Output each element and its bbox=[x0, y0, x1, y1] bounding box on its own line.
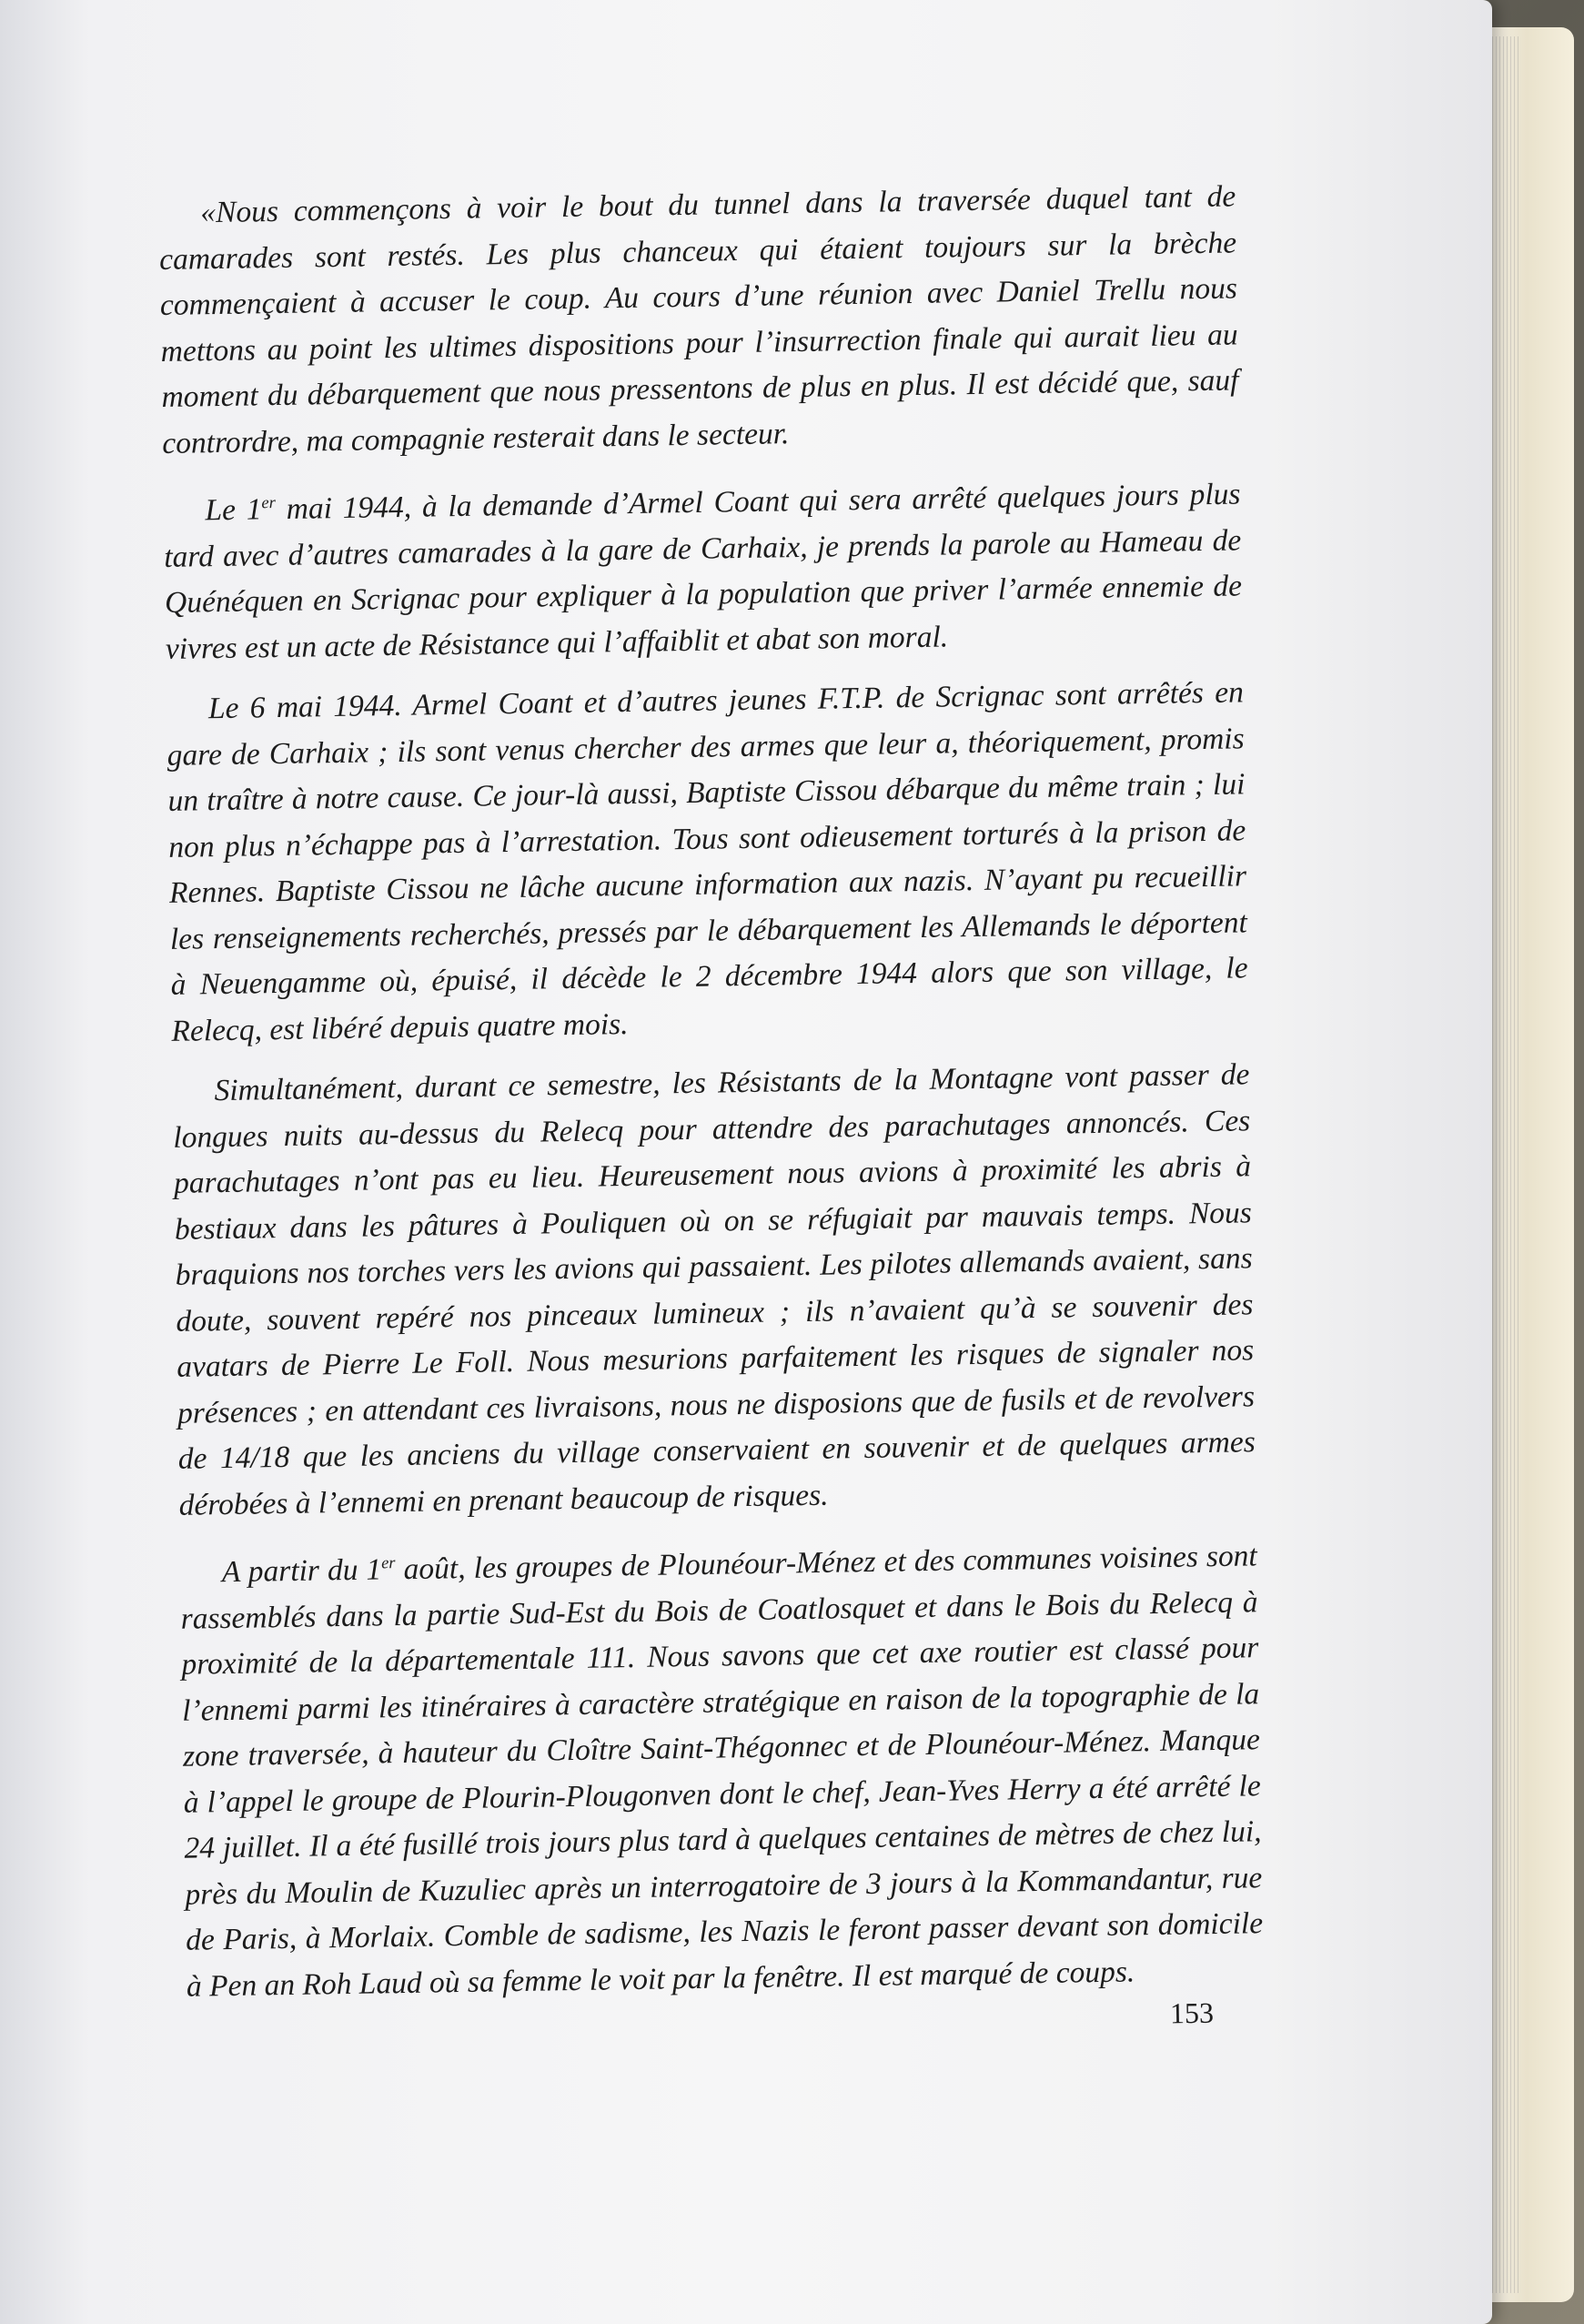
paragraph-3: Le 6 mai 1944. Armel Coant et d’autres jeunes F.T.P. de Scrignac sont arrêtés en gare de Carhaix ; ils sont venus chercher des armes que leur a, théoriquement, promis un traître à notre cause. Ce jour-là aussi, Baptiste Cissou débarque du même train ; lui non plus n’échappe pas à l’arrestation. Tous sont odieusement torturés à la prison de Rennes. Baptiste Cissou ne lâche aucune information aux nazis. N’ayant pu recueillir les renseignements recherchés, pressés par le débarquement les Allemands le déportent à Neuengamme où, épuisé, il décède le 2 décembre 1944 alors que son village, le Relecq, est libéré depuis quatre mois. bbox=[166, 675, 1248, 1048]
page-number: 153 bbox=[1169, 1996, 1215, 2030]
text-block bbox=[158, 174, 1265, 2025]
paragraph-4: Simultanément, durant ce semestre, les Résistants de la Montagne vont passer de longues nuits au-dessus du Relecq pour attendre des parachutages annoncés. Ces parachutages n’ont pas eu lieu. Heureusement nous avions à proximité les abris à bestiaux dans les pâtures à Pouliquen où on se réfugiait par mauvais temps. Nous braquions nos torches vers les avions qui passaient. Les pilotes allemands avaient, sans doute, souvent repéré nos pinceaux lumineux ; ils n’avaient qu’à se souvenir des avatars de Pierre Le Foll. Nous mesurions parfaitement les risques de signaler nos présences ; en attendant ces livraisons, nous ne disposions que de fusils et de revolvers de 14/18 que les anciens du village conservaient en souvenir et de quelques armes dérobées à l’ennemi en prenant beaucoup de risques. bbox=[173, 1057, 1256, 1522]
paragraph-2: Le 1er mai 1944, à la demande d’Armel Coant qui sera arrêté quelques jours plus tard avec d’autres camarades à la gare de Carhaix, je prends la parole au Hameau de Quénéquen en Scrignac pour expliquer à la population que priver l’armée ennemie de vivres est un acte de Résistance qui l’affaiblit et abat son moral. bbox=[164, 477, 1243, 666]
paragraph-1: «Nous commençons à voir le bout du tunnel dans la traversée duquel tant de camarades sont restés. Les plus chanceux qui étaient toujours sur la brèche commençaient à accuser le coup. Au cours d’une réunion avec Daniel Trellu nous mettons au point les ultimes dispositions pour l’insurrection finale qui aurait lieu au moment du débarquement que nous pressentons de plus en plus. Il est décidé que, sauf contrordre, ma compagnie resterait dans le secteur. bbox=[158, 179, 1239, 460]
paragraph-5: A partir du 1er août, les groupes de Plounéour-Ménez et des communes voisines sont rassemblés dans la partie Sud-Est du Bois de Coatlosquet et dans le Bois du Relecq à proximité de la départementale 111. Nous savons que cet axe routier est classé pour l’ennemi parmi les itinéraires à caractère stratégique en raison de la topographie de la zone traversée, à hauteur du Cloître Saint-Thégonnec et de Plounéour-Ménez. Manque à l’appel le groupe de Plourin-Plougonven dont le chef, Jean-Yves Herry a été arrêté le 24 juillet. Il a été fusillé trois jours plus tard à quelques centaines de mètres de chez lui, près du Moulin de Kuzuliec après un interrogatoire de 3 jours à la Kommandantur, rue de Paris, à Morlaix. Comble de sadisme, les Nazis le feront passer devant son domicile à Pen an Roh Laud où sa femme le voit par la fenêtre. Il est marqué de coups. bbox=[180, 1539, 1264, 2004]
